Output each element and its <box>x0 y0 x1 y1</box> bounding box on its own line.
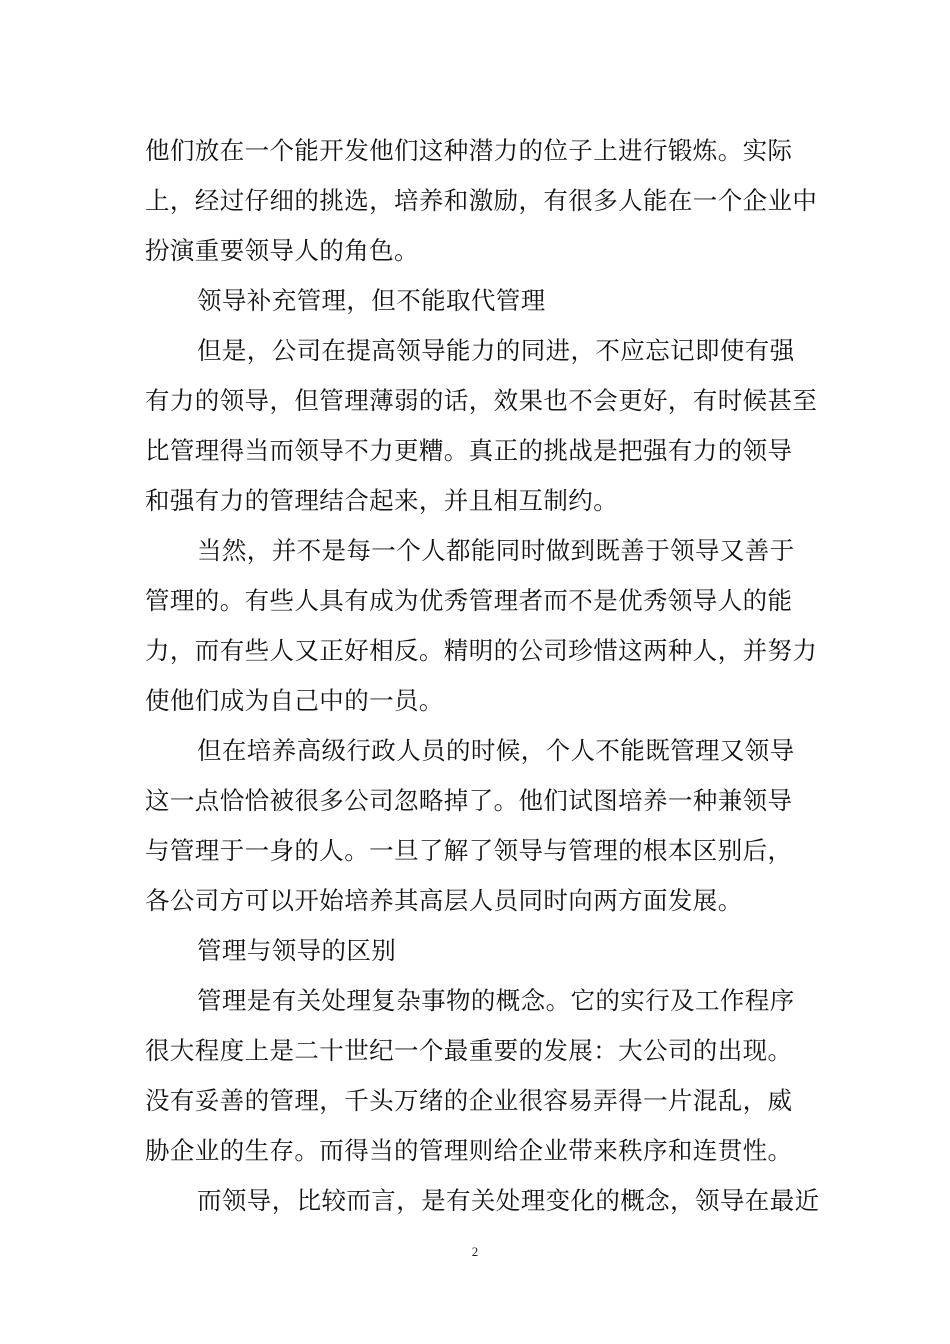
text-line: 没有妥善的管理，千头万绪的企业很容易弄得一片混乱，威 <box>145 1086 793 1115</box>
text-line: 力，而有些人又正好相反。精明的公司珍惜这两种人，并努力 <box>145 636 818 665</box>
text-line: 而领导，比较而言，是有关处理变化的概念，领导在最近 <box>197 1186 820 1215</box>
text-line: 扮演重要领导人的角色。 <box>145 236 419 265</box>
text-line: 有力的领导，但管理薄弱的话，效果也不会更好，有时候甚至 <box>145 386 818 415</box>
section-heading: 领导补充管理，但不能取代管理 <box>197 286 546 315</box>
text-line: 和强有力的管理结合起来，并且相互制约。 <box>145 486 619 515</box>
body-text <box>145 126 820 1226</box>
text-line: 这一点恰恰被很多公司忽略掉了。他们试图培养一种兼领导 <box>145 786 793 815</box>
text-line: 上，经过仔细的挑选，培养和激励，有很多人能在一个企业中 <box>145 186 818 215</box>
section-heading: 管理与领导的区别 <box>197 936 397 965</box>
text-line: 但是，公司在提高领导能力的同进，不应忘记即使有强 <box>197 336 795 365</box>
text-line: 管理是有关处理复杂事物的概念。它的实行及工作程序 <box>197 986 795 1015</box>
text-line: 胁企业的生存。而得当的管理则给企业带来秩序和连贯性。 <box>145 1136 793 1165</box>
text-line: 管理的。有些人具有成为优秀管理者而不是优秀领导人的能 <box>145 586 793 615</box>
text-line: 使他们成为自己中的一员。 <box>145 686 444 715</box>
text-line: 比管理得当而领导不力更糟。真正的挑战是把强有力的领导 <box>145 436 793 465</box>
text-line: 与管理于一身的人。一旦了解了领导与管理的根本区别后， <box>145 836 793 865</box>
text-line: 各公司方可以开始培养其高层人员同时向两方面发展。 <box>145 886 743 915</box>
text-line: 当然，并不是每一个人都能同时做到既善于领导又善于 <box>197 536 795 565</box>
text-line: 但在培养高级行政人员的时候，个人不能既管理又领导 <box>197 736 795 765</box>
text-line: 他们放在一个能开发他们这种潜力的位子上进行锻炼。实际 <box>145 136 793 165</box>
text-line: 很大程度上是二十世纪一个最重要的发展：大公司的出现。 <box>145 1036 793 1065</box>
page-number: 2 <box>471 1244 479 1259</box>
